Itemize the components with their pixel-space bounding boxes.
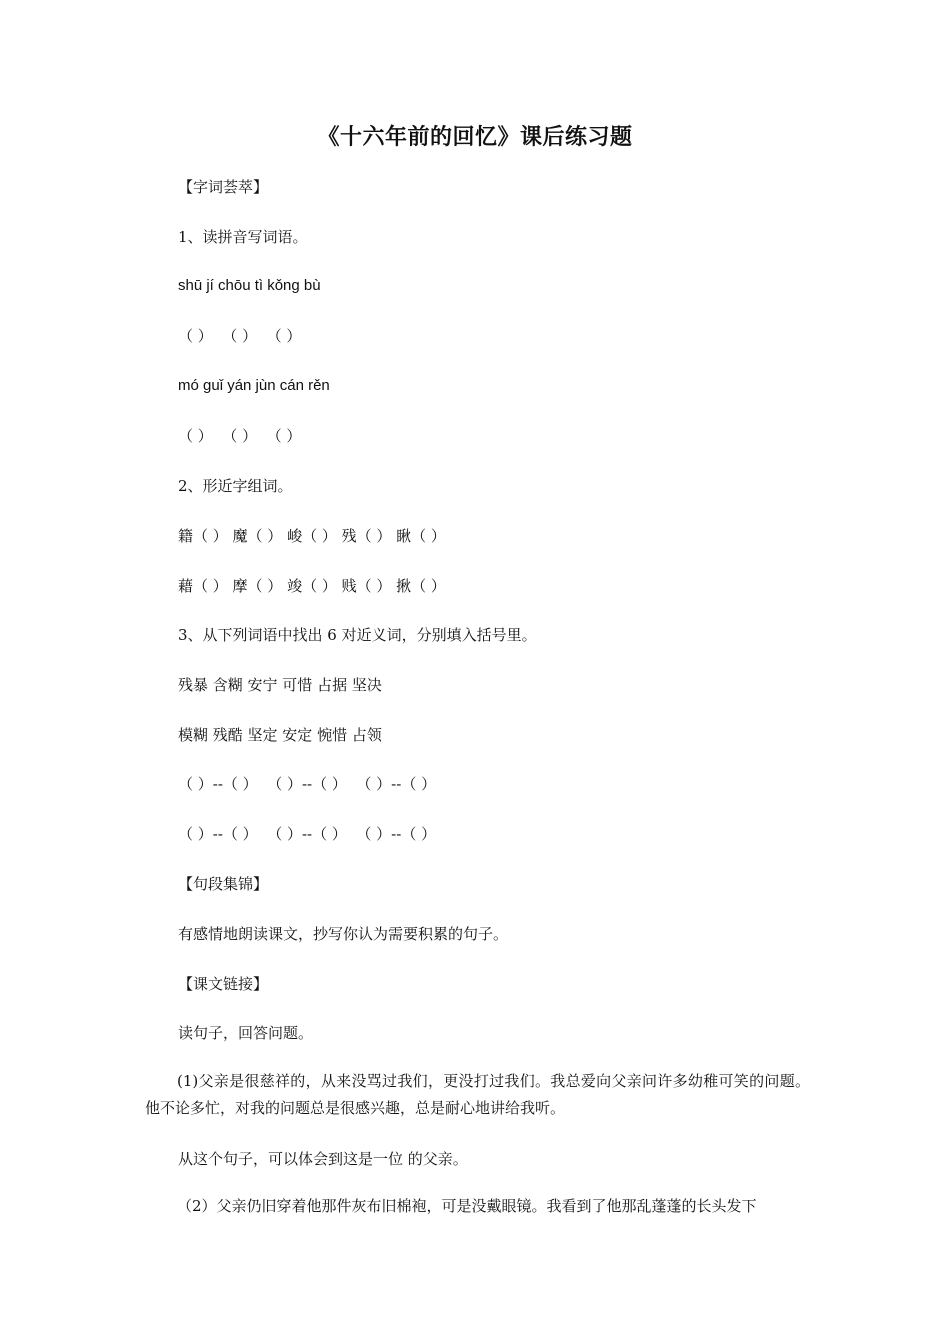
blank-row-1: （ ） （ ） （ ） [178,327,302,345]
synonym-words-row-2: 模糊 残酷 坚定 安定 惋惜 占领 [178,726,382,744]
passage-1-question: 从这个句子，可以体会到这是一位 的父亲。 [178,1150,468,1168]
similar-chars-row-1: 籍（ ） 魔（ ） 峻（ ） 残（ ） 瞅（ ） [178,527,446,545]
question-2-label: 2、形近字组词。 [178,477,293,495]
blank-row-2: （ ） （ ） （ ） [178,427,302,445]
page-title: 《十六年前的回忆》课后练习题 [317,124,633,150]
section-heading-vocabulary: 【字词荟萃】 [178,178,269,196]
synonym-pairs-row-1: （ ）--（ ） （ ）--（ ） （ ）--（ ） [178,775,437,793]
pinyin-row-1: shū jí chōu tì kǒng bù [178,277,321,294]
section-heading-sentences: 【句段集锦】 [178,875,269,893]
sentences-instruction: 有感情地朗读课文，抄写你认为需要积累的句子。 [178,925,509,943]
question-3-label: 3、从下列词语中找出 6 对近义词，分别填入括号里。 [178,626,537,644]
question-1-label: 1、读拼音写词语。 [178,228,308,246]
passage-paragraph-2: （2）父亲仍旧穿着他那件灰布旧棉袍，可是没戴眼镜。我看到了他那乱蓬蓬的长头发下 [177,1197,757,1215]
synonym-pairs-row-2: （ ）--（ ） （ ）--（ ） （ ）--（ ） [178,825,437,843]
similar-chars-row-2: 藉（ ） 摩（ ） 竣（ ） 贱（ ） 揪（ ） [178,577,446,595]
text-link-instruction: 读句子，回答问题。 [178,1024,314,1042]
pinyin-row-2: mó guǐ yán jùn cán rěn [178,377,330,394]
section-heading-text-link: 【课文链接】 [178,975,269,993]
synonym-words-row-1: 残暴 含糊 安宁 可惜 占据 坚决 [178,676,382,694]
passage-paragraph-1: (1)父亲是很慈祥的，从来没骂过我们，更没打过我们。我总爱向父亲问许多幼稚可笑的问题。他不论多忙，对我的问题总是很感兴趣，总是耐心地讲给我听。 [145,1072,810,1117]
